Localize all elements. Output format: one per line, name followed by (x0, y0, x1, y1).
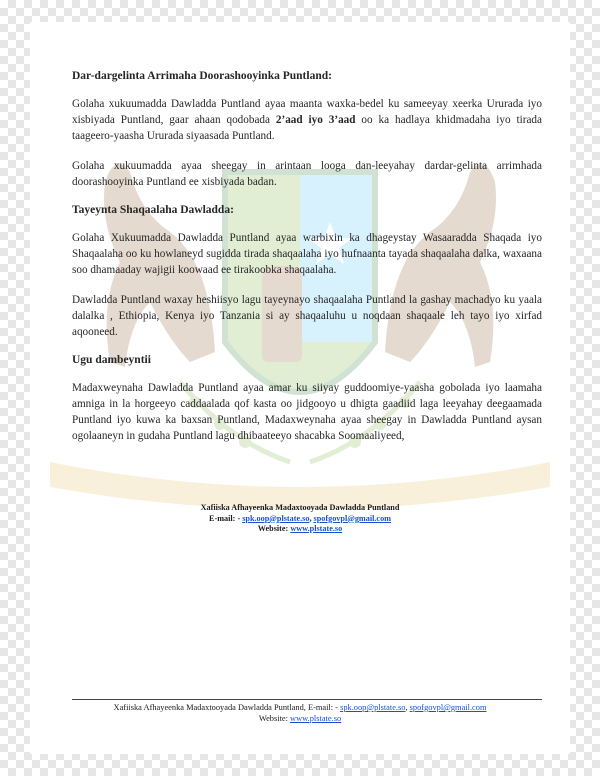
document-page (30, 22, 570, 754)
footer-divider (72, 699, 542, 700)
contact-website-line (30, 524, 570, 535)
page-footer-line-1 (30, 702, 570, 713)
paragraph-4: Dawladda Puntland waxay heshiisyo lagu tayeynayo shaqaalaha Puntland la gashay machadyo ku yaala dalalka , Ethiopia, Kenya iyo Tanzania si ay shaqaaluhu u noqdaan shaqaale leh tayo iyo xirfad aqooneed. (72, 294, 542, 338)
paragraph-5: Madaxweynaha Dawladda Puntland ayaa amar ku siiyay guddoomiye-yaasha gobolada iyo laamaha amniga in la horgeeyo caddaalada qof kasta oo jidgooyo u dhigta gaadiid laga leeyahay deegaamada Puntland iyo kuwa ka baxsan Puntland, Madaxweynaha ayaa sheegay in Dawladda Puntland aysan ogolaaneyn in gudaha Puntland lagu dhibaateeyo shacabka Soomaaliyeed, (72, 382, 542, 442)
paragraph-2: Golaha xukuumadda ayaa sheegay in arintaan looga dan-leeyahay dardar-gelinta arrimhada doorashooyinka Puntland ee xisbiyada badan. (72, 160, 542, 188)
page-footer-email-label: E-mail: - (307, 703, 341, 712)
contact-website-link[interactable]: www.plstate.so (290, 524, 343, 533)
paragraph-1-text: Golaha xukuumadda Dawladda Puntland ayaa maanta waxka-bedel ku sameeyay xeerka Ururada iyo xisbiyada Puntland, gaar ahaan qodobada (72, 98, 542, 126)
page-footer-website-link[interactable]: www.plstate.so (290, 714, 342, 723)
page-footer (30, 702, 570, 724)
page-footer-office: Xafiiska Afhayeenka Madaxtooyada Dawladda Puntland, (113, 703, 308, 712)
paragraph-1-bold: 2’aad iyo 3’aad (275, 114, 356, 126)
contact-website-label: Website: (257, 524, 291, 533)
page-footer-email-link-1[interactable]: spk.oop@plstate.so (340, 703, 406, 712)
heading-staff: Tayeynta Shaqaalaha Dawladda: (72, 204, 234, 216)
paragraph-3: Golaha Xukuumadda Dawladda Puntland ayaa warbixin ka dhageystay Wasaaradda Shaqada iyo Shaqaalaha oo ku howlaneyd sugidda tirada shaqaalaha iyo hufnaanta tayada shaqaalaha dalka, waxaana soo dhamaaday wajigii koowaad ee tirakoobka shaqaalaha. (72, 232, 542, 276)
contact-email-line (30, 514, 570, 525)
paragraph-1 (72, 96, 542, 144)
page-footer-email-separator: , (405, 703, 410, 712)
page-footer-email-link-2[interactable]: spofgovpl@gmail.com (409, 703, 487, 712)
contact-block (30, 503, 570, 535)
heading-elections: Dar-dargelinta Arrimaha Doorashooyinka Puntland: (72, 70, 332, 82)
contact-email-separator: , (309, 513, 314, 523)
heading-finally: Ugu dambeyntii (72, 354, 151, 366)
page-footer-website-label: Website: (258, 714, 291, 723)
contact-office: Xafiiska Afhayeenka Madaxtooyada Dawladda Puntland (200, 503, 400, 512)
document-body (72, 70, 542, 458)
contact-email-link-2[interactable]: spofgovpl@gmail.com (313, 513, 391, 523)
contact-email-label: E-mail: - (209, 513, 243, 523)
paragraph-1-tail: oo ka hadlaya khidmadaha iyo tirada taageero-yaasha Ururada siyaasada Puntland. (72, 114, 542, 142)
page-footer-line-2 (30, 713, 570, 724)
contact-email-link-1[interactable]: spk.oop@plstate.so (242, 513, 310, 523)
